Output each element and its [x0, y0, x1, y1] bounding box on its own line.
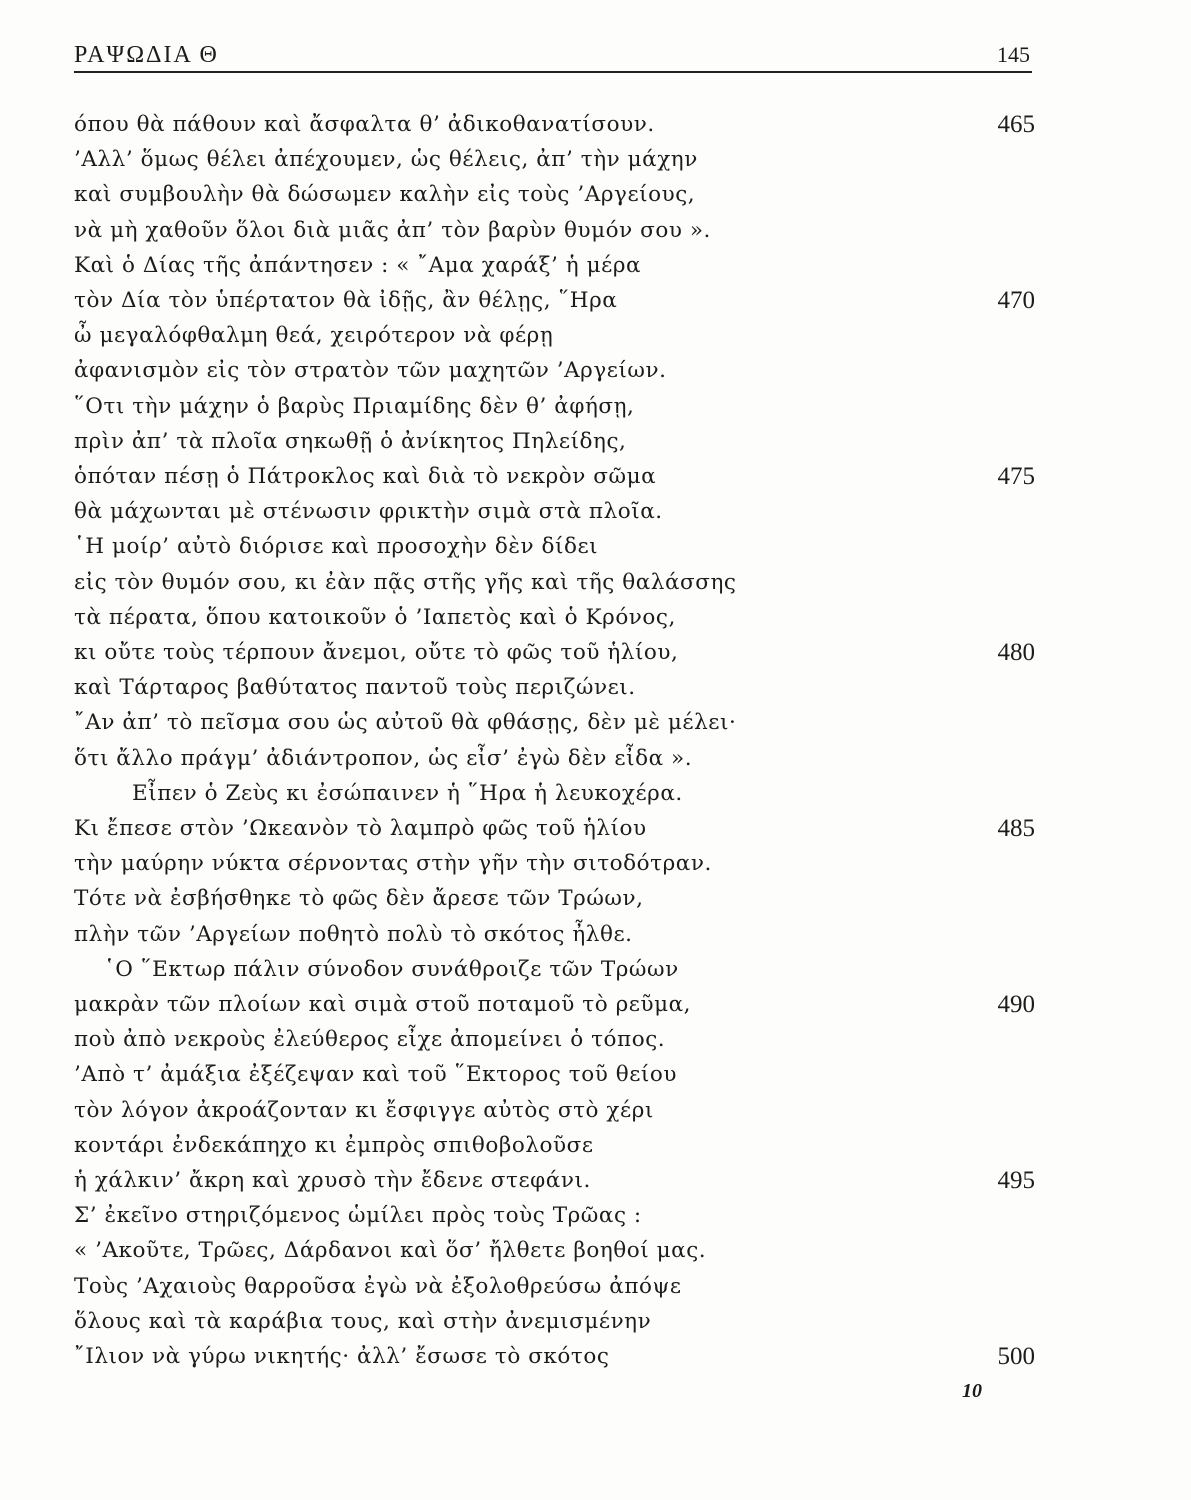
- verse-line: [74, 881, 1034, 917]
- line-number: 485: [997, 815, 1035, 842]
- verse-text: ὅτι ἄλλο πράγμ’ ἀδιάντροπον, ὡς εἶσ’ ἐγὼ δὲν εἶδα ».: [74, 746, 693, 771]
- verse-text: ὅλους καὶ τὰ καράβια τους, καὶ στὴν ἀνεμισμένην: [74, 1309, 652, 1334]
- verse-text: ῾Η μοίρ’ αὐτὸ διόρισε καὶ προσοχὴν δὲν δίδει: [74, 534, 599, 559]
- line-number: 495: [997, 1167, 1035, 1194]
- verse-text: Τοὺς ’Αχαιοὺς θαρροῦσα ἐγὼ νὰ ἐξολοθρεύσω ἀπόψε: [74, 1274, 682, 1299]
- verse-line: [74, 811, 1034, 847]
- line-number: 470: [997, 287, 1035, 314]
- verse-line: [74, 318, 1034, 354]
- verse-line: [74, 1339, 1034, 1375]
- verse-text: τὸν Δία τὸν ὑπέρτατον θὰ ἰδῇς, ἂν θέλῃς, ῞Ηρα: [74, 288, 618, 313]
- verse-line: [74, 107, 1034, 143]
- verse-text: ποὺ ἀπὸ νεκροὺς ἐλεύθερος εἶχε ἀπομείνει ὁ τόπος.: [74, 1027, 666, 1052]
- verse-line: [74, 389, 1034, 425]
- verse-text: ῾Ο ῞Εκτωρ πάλιν σύνοδον συνάθροιζε τῶν Τρώων: [104, 957, 679, 982]
- verse-text: όπου θὰ πάθουν καὶ ἄσφαλτα θ’ ἀδικοθανατίσουν.: [74, 112, 655, 137]
- verse-text: Κι ἔπεσε στὸν ’Ωκεανὸν τὸ λαμπρὸ φῶς τοῦ ἡλίου: [74, 816, 647, 841]
- verse-line: [74, 846, 1034, 882]
- verse-line: [74, 1233, 1034, 1269]
- verse-text: « ’Ακοῦτε, Τρῶες, Δάρδανοι καὶ ὅσ’ ἤλθετε βοηθοί μας.: [74, 1238, 707, 1263]
- verse-line: [74, 1057, 1034, 1093]
- verse-text: μακρὰν τῶν πλοίων καὶ σιμὰ στοῦ ποταμοῦ τὸ ρεῦμα,: [74, 992, 692, 1017]
- verse-line: [74, 1128, 1034, 1164]
- verse-line: [132, 776, 1092, 812]
- verse-line: [74, 1269, 1034, 1305]
- verse-text: ’Απὸ τ’ ἀμάξια ἐξέζεψαν καὶ τοῦ ῞Εκτορος τοῦ θείου: [74, 1062, 677, 1087]
- line-number: 475: [997, 463, 1035, 490]
- verse-line: [74, 283, 1034, 319]
- verse-line: [74, 1022, 1034, 1058]
- verse-line: [74, 248, 1034, 284]
- verse-text: ἀφανισμὸν εἰς τὸν στρατὸν τῶν μαχητῶν ’Αργείων.: [74, 358, 667, 383]
- verse-line: [74, 670, 1034, 706]
- line-number: 480: [997, 639, 1035, 666]
- verse-text: καὶ συμβουλὴν θὰ δώσωμεν καλὴν εἰς τοὺς ’Αργείους,: [74, 182, 696, 207]
- verse-text: ’Αλλ’ ὅμως θέλει ἀπέχουμεν, ὡς θέλεις, ἀπ’ τὴν μάχην: [74, 147, 698, 172]
- verse-text: ὦ μεγαλόφθαλμη θεά, χειρότερον νὰ φέρῃ: [74, 323, 554, 348]
- verse-text: ἡ χάλκιν’ ἄκρη καὶ χρυσὸ τὴν ἔδενε στεφάνι.: [74, 1168, 591, 1193]
- verse-line: [74, 353, 1034, 389]
- verse-text: Σ’ ἐκεῖνο στηριζόμενος ὡμίλει πρὸς τοὺς Τρῶας :: [74, 1203, 642, 1228]
- verse-text: πλὴν τῶν ’Αργείων ποθητὸ πολὺ τὸ σκότος ἦλθε.: [74, 922, 633, 947]
- verse-line: [74, 529, 1034, 565]
- line-number: 500: [997, 1343, 1035, 1370]
- verse-text: ῎Αν ἀπ’ τὸ πεῖσμα σου ὡς αὐτοῦ θὰ φθάσῃς, δὲν μὲ μέλει·: [74, 710, 737, 735]
- verse-line: [74, 177, 1034, 213]
- verse-text: τὴν μαύρην νύκτα σέρνοντας στὴν γῆν τὴν σιτοδότραν.: [74, 851, 712, 876]
- verse-text: ῞Οτι τὴν μάχην ὁ βαρὺς Πριαμίδης δὲν θ’ ἀφήσῃ,: [74, 394, 635, 419]
- signature-mark: 10: [962, 1380, 982, 1402]
- verse-line: [74, 565, 1034, 601]
- line-number: 465: [997, 111, 1035, 138]
- verse-line: [74, 459, 1034, 495]
- verse-line: [74, 424, 1034, 460]
- verse-line: [74, 142, 1034, 178]
- page-number: 145: [997, 42, 1030, 67]
- verse-line: [74, 600, 1034, 636]
- verse-text: Τότε νὰ ἐσβήσθηκε τὸ φῶς δὲν ἄρεσε τῶν Τρώων,: [74, 886, 644, 911]
- verse-line: [74, 1093, 1034, 1129]
- verse-text: κοντάρι ἐνδεκάπηχο κι ἐμπρὸς σπιθοβολοῦσε: [74, 1133, 594, 1158]
- verse-text: εἰς τὸν θυμόν σου, κι ἐὰν πᾷς στῆς γῆς καὶ τῆς θαλάσσης: [74, 570, 737, 595]
- verse-text: νὰ μὴ χαθοῦν ὅλοι διὰ μιᾶς ἀπ’ τὸν βαρὺν θυμόν σου ».: [74, 218, 711, 243]
- verse-line: [74, 987, 1034, 1023]
- verse-line: [74, 917, 1034, 953]
- verse-text: ῎Ιλιον νὰ γύρω νικητής· ἀλλ’ ἔσωσε τὸ σκότος: [74, 1344, 610, 1369]
- verse-line: [104, 952, 1064, 988]
- verse-text: Καὶ ὁ Δίας τῆς ἀπάντησεν : « ῎Αμα χαράξ’ ἡ μέρα: [74, 253, 642, 278]
- verse-line: [74, 705, 1034, 741]
- verse-line: [74, 741, 1034, 777]
- line-number: 490: [997, 991, 1035, 1018]
- verse-line: [74, 213, 1034, 249]
- verse-text: καὶ Τάρταρος βαθύτατος παντοῦ τοὺς περιζώνει.: [74, 675, 636, 700]
- verse-line: [74, 1304, 1034, 1340]
- verse-text: τὰ πέρατα, ὅπου κατοικοῦν ὁ ’Ιαπετὸς καὶ ὁ Κρόνος,: [74, 605, 676, 630]
- verse-text: ὁπόταν πέσῃ ὁ Πάτροκλος καὶ διὰ τὸ νεκρὸν σῶμα: [74, 464, 657, 489]
- verse-line: [74, 1163, 1034, 1199]
- verse-text: Εἶπεν ὁ Ζεὺς κι ἐσώπαινεν ἡ ῞Ηρα ἡ λευκοχέρα.: [132, 781, 683, 806]
- verse-line: [74, 635, 1034, 671]
- verse-text: τὸν λόγον ἀκροάζονταν κι ἔσφιγγε αὐτὸς στὸ χέρι: [74, 1098, 654, 1123]
- verse-line: [74, 494, 1034, 530]
- verse-text: πρὶν ἀπ’ τὰ πλοῖα σηκωθῇ ὁ ἀνίκητος Πηλείδης,: [74, 429, 627, 454]
- verse-line: [74, 1198, 1034, 1234]
- verse-text: κι οὔτε τοὺς τέρπουν ἄνεμοι, οὔτε τὸ φῶς τοῦ ἡλίου,: [74, 640, 679, 665]
- verse-text: θὰ μάχωνται μὲ στένωσιν φρικτὴν σιμὰ στὰ πλοῖα.: [74, 499, 663, 524]
- book-title: ΡΑΨΩΔΙΑ Θ: [74, 42, 219, 68]
